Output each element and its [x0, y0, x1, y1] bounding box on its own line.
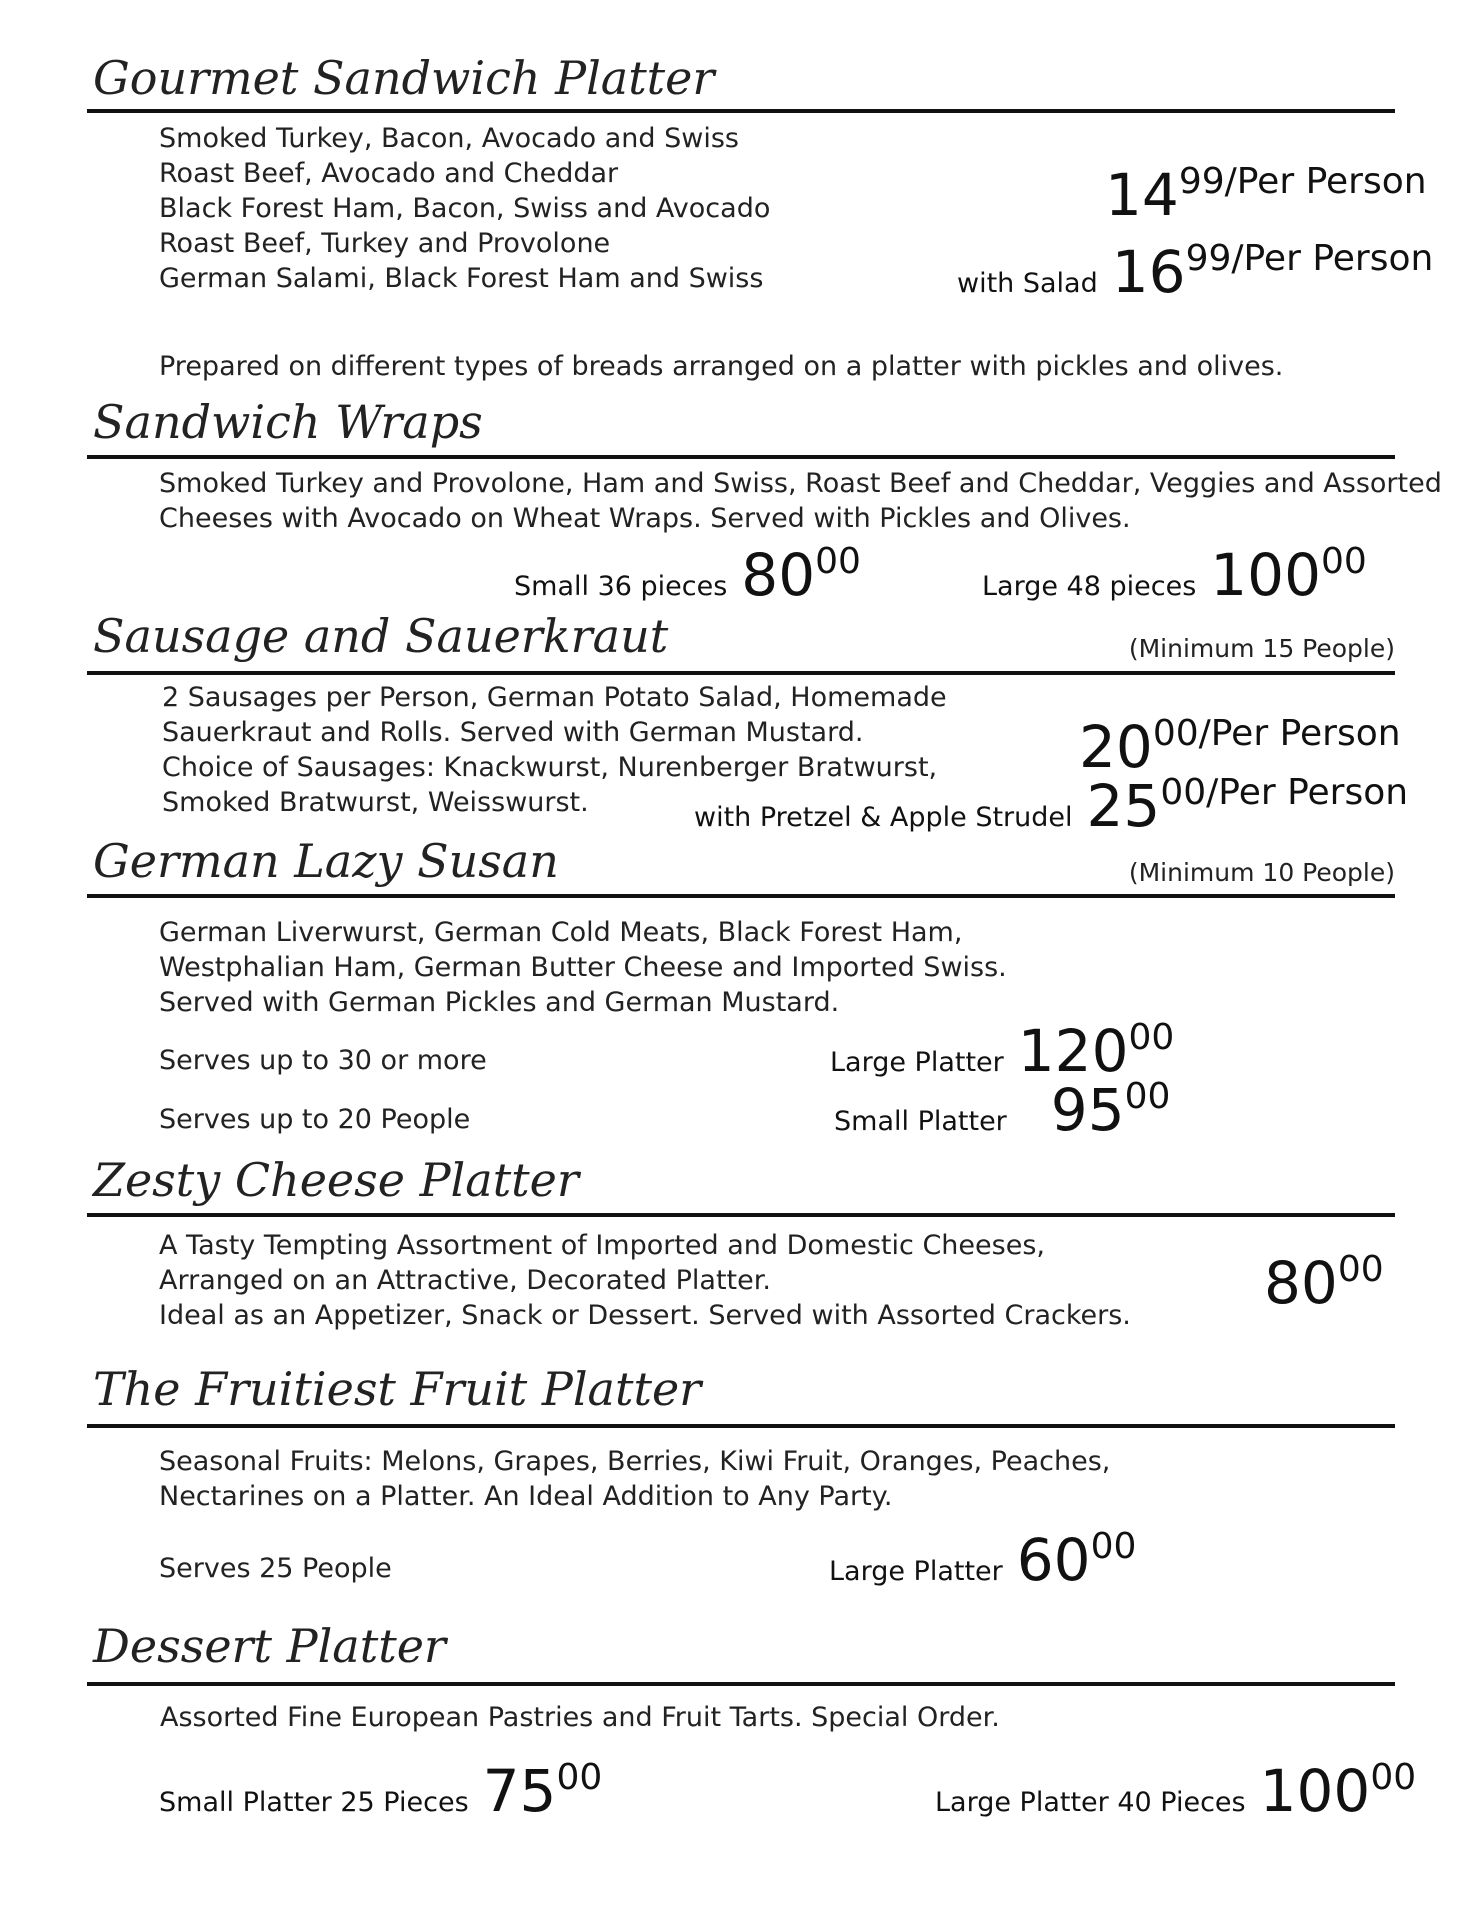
price-label: Large Platter 40 Pieces [935, 1787, 1246, 1818]
section-divider [87, 1682, 1395, 1686]
menu-line: Choice of Sausages: Knackwurst, Nurenberger Bratwurst, [162, 752, 938, 783]
serving-size: Serves up to 20 People [159, 1104, 471, 1135]
price-large-platter [935, 1757, 1417, 1825]
section-title-sandwich-wraps: Sandwich Wraps [93, 395, 483, 449]
price-whole: 75 [482, 1757, 557, 1825]
section-divider [87, 894, 1395, 898]
menu-line: Seasonal Fruits: Melons, Grapes, Berries, Kiwi Fruit, Oranges, Peaches, [159, 1446, 1111, 1477]
price-label: with Salad [957, 268, 1098, 299]
menu-line: Smoked Turkey and Provolone, Ham and Swiss, Roast Beef and Cheddar, Veggies and Assorted [159, 468, 1442, 499]
price-with-pretzel [694, 772, 1409, 840]
menu-line: German Liverwurst, German Cold Meats, Black Forest Ham, [159, 917, 963, 948]
menu-line: A Tasty Tempting Assortment of Imported and Domestic Cheeses, [159, 1230, 1045, 1261]
price-cents: 00 [815, 541, 861, 582]
price-label: Large Platter [830, 1047, 1004, 1078]
price-label: Small Platter 25 Pieces [159, 1787, 469, 1818]
price-cents: 00 [1128, 1017, 1175, 1058]
menu-line: Smoked Turkey, Bacon, Avocado and Swiss [159, 123, 739, 154]
menu-line: Assorted Fine European Pastries and Fruit Tarts. Special Order. [160, 1702, 1000, 1733]
price-label: Small Platter [834, 1106, 1007, 1137]
price-per-person [1105, 161, 1427, 229]
price-whole: 100 [1210, 541, 1321, 609]
price-cents: 00 [1090, 1526, 1137, 1567]
menu-line: Westphalian Ham, German Butter Cheese and Imported Swiss. [159, 952, 1007, 983]
price-whole: 100 [1259, 1757, 1371, 1825]
section-title-zesty-cheese-platter: Zesty Cheese Platter [93, 1153, 579, 1207]
price-whole: 95 [1050, 1076, 1125, 1144]
price-large-platter [830, 1017, 1175, 1085]
price-cents: 00/Per Person [1152, 713, 1401, 754]
price-label: Small 36 pieces [514, 571, 728, 602]
price-label: Large 48 pieces [982, 571, 1197, 602]
section-title-german-lazy-susan: German Lazy Susan [93, 834, 559, 888]
section-title-gourmet-sandwich-platter: Gourmet Sandwich Platter [93, 51, 715, 105]
price-cents: 00 [556, 1757, 603, 1798]
menu-line: Nectarines on a Platter. An Ideal Addition to Any Party. [159, 1481, 893, 1512]
menu-line: Black Forest Ham, Bacon, Swiss and Avocado [159, 193, 771, 224]
section-title-dessert-platter: Dessert Platter [93, 1619, 446, 1673]
price-cents: 99/Per Person [1178, 161, 1427, 202]
price-small-platter [834, 1076, 1171, 1144]
section-title-fruitiest-fruit-platter: The Fruitiest Fruit Platter [93, 1362, 702, 1416]
minimum-note: (Minimum 10 People) [1128, 858, 1395, 887]
price-whole: 25 [1086, 772, 1161, 840]
menu-line: 2 Sausages per Person, German Potato Salad, Homemade [162, 682, 947, 713]
price-cents: 00 [1337, 1249, 1384, 1290]
menu-line: Smoked Bratwurst, Weisswurst. [162, 787, 589, 818]
price-whole: 16 [1111, 238, 1186, 306]
price-small [514, 541, 861, 609]
price-cents: 99/Per Person [1185, 238, 1434, 279]
price-cents: 00/Per Person [1160, 772, 1409, 813]
menu-line: Cheeses with Avocado on Wheat Wraps. Served with Pickles and Olives. [159, 503, 1131, 534]
menu-line: Sauerkraut and Rolls. Served with German Mustard. [162, 717, 864, 748]
menu-line: Roast Beef, Turkey and Provolone [159, 228, 611, 259]
price-whole: 60 [1016, 1526, 1091, 1594]
price-label: Large Platter [829, 1556, 1003, 1587]
section-divider [87, 671, 1395, 675]
price-whole: 80 [741, 541, 816, 609]
price-large-platter [829, 1526, 1137, 1594]
section-divider [87, 455, 1395, 459]
price-cents: 00 [1124, 1076, 1171, 1117]
price-whole: 80 [1264, 1249, 1338, 1317]
menu-line: German Salami, Black Forest Ham and Swiss [159, 263, 764, 294]
menu-line: Ideal as an Appetizer, Snack or Dessert. Served with Assorted Crackers. [159, 1300, 1131, 1331]
price-label: with Pretzel & Apple Strudel [694, 802, 1073, 833]
price-with-salad [957, 238, 1434, 306]
menu-line: Roast Beef, Avocado and Cheddar [159, 158, 619, 189]
price-cents: 00 [1370, 1757, 1417, 1798]
section-divider [87, 1213, 1395, 1217]
minimum-note: (Minimum 15 People) [1128, 634, 1395, 663]
price-cents: 00 [1320, 541, 1367, 582]
price-whole: 20 [1079, 713, 1153, 781]
price-small-platter [159, 1757, 603, 1825]
serving-size: Serves 25 People [159, 1553, 392, 1584]
price-per-person [1079, 713, 1401, 781]
serving-size: Serves up to 30 or more [159, 1045, 487, 1076]
section-divider [87, 109, 1395, 113]
section-footer-note: Prepared on different types of breads arranged on a platter with pickles and olives. [159, 351, 1284, 382]
section-title-sausage-and-sauerkraut: Sausage and Sauerkraut [93, 609, 669, 663]
price [1264, 1249, 1384, 1317]
section-divider [87, 1424, 1395, 1428]
price-whole: 14 [1105, 161, 1179, 229]
price-whole: 120 [1017, 1017, 1129, 1085]
price-large [982, 541, 1367, 609]
menu-line: Arranged on an Attractive, Decorated Platter. [159, 1265, 771, 1296]
menu-line: Served with German Pickles and German Mustard. [159, 987, 840, 1018]
